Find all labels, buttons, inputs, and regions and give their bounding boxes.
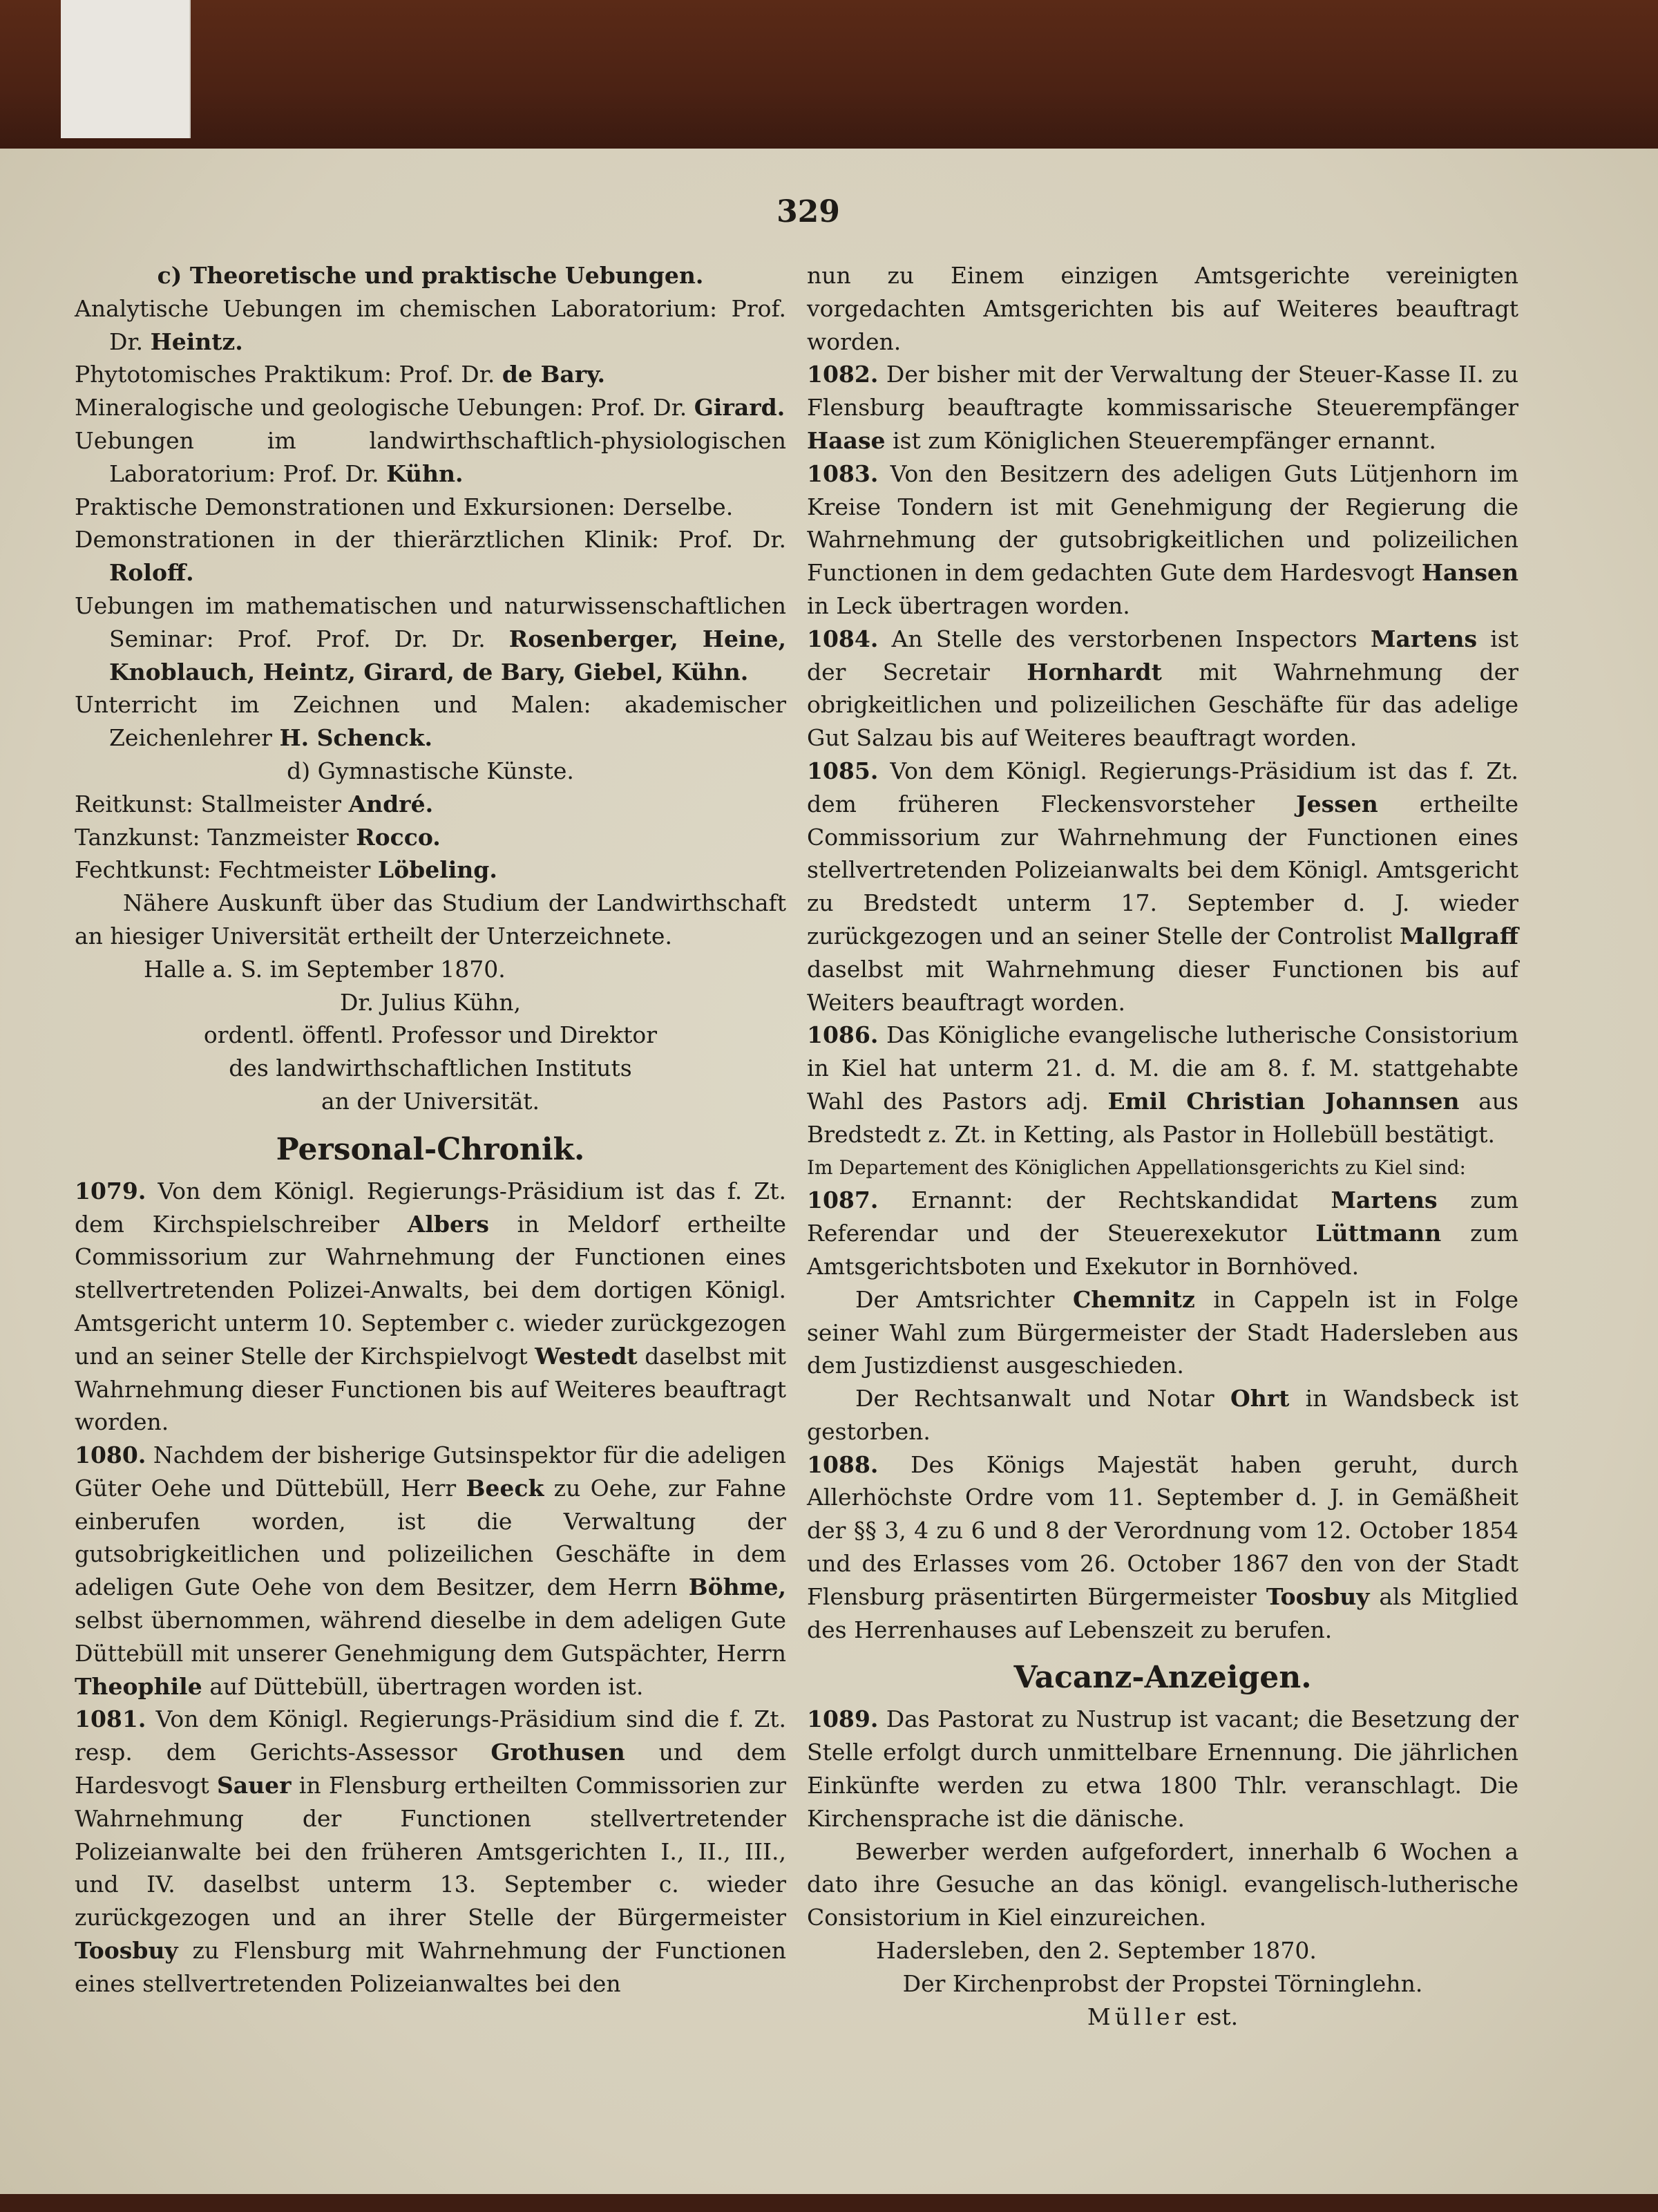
paper-tab-slip xyxy=(61,0,191,138)
entry-1086: 1086. Das Königliche evangelische lutherische Consistorium in Kiel hat unterm 21. d. M. die am 8. f. M. stattgehabte Wahl des Pastors adj. Emil Christian Johannsen aus Bredstedt z. Zt. in Ketting, als Pastor in Hollebüll bestätigt. xyxy=(807,1021,1518,1148)
person-name: Haase xyxy=(807,426,886,454)
signer-title: des landwirthschaftlichen Instituts xyxy=(229,1055,632,1082)
person-name: Heintz. xyxy=(150,328,243,355)
place-date: Hadersleben, den 2. September 1870. xyxy=(876,1937,1317,1965)
signer-title: an der Universität. xyxy=(321,1087,540,1115)
entry-number: 1089. xyxy=(807,1705,879,1733)
person-name: Sauer xyxy=(216,1772,292,1799)
section-d-heading: d) Gymnastische Künste. xyxy=(287,757,574,784)
person-name: Rocco. xyxy=(356,823,441,851)
person-name: Roloff. xyxy=(109,559,194,587)
person-name: Grothusen xyxy=(490,1739,625,1766)
entry-1085: 1085. Von dem Königl. Regierungs-Präsidium ist das f. Zt. dem früheren Fleckensvorsteher Jessen ertheilte Commissorium zur Wahrnehmung der Functionen eines stellvertretenden Polizeianwalts bei dem Königl. Amtsgericht zu Bredstedt unterm 17. September d. J. wieder zurückgezogen und an seiner Stelle der Controlist Mallgraff daselbst mit Wahrnehmung dieser Functionen bis auf Weiters beauftragt worden. xyxy=(807,757,1518,1016)
person-name: Toosbuy xyxy=(75,1937,178,1965)
exercise-item: Uebungen im landwirthschaftlich-physiologischen Laboratorium: Prof. Dr. Kühn. xyxy=(75,426,786,487)
entry-number: 1079. xyxy=(75,1177,146,1204)
entry-1089: 1089. Das Pastorat zu Nustrup ist vacant; die Besetzung der Stelle erfolgt durch unmittelbare Ernennung. Die jährlichen Einkünfte werden zu etwa 1800 Thlr. veranschlagt. Die Kirchensprache ist die dänische. xyxy=(807,1705,1518,1832)
entry-number: 1080. xyxy=(75,1441,146,1469)
person-name: Emil Christian Johannsen xyxy=(1107,1087,1460,1115)
backdrop-top xyxy=(0,0,1658,149)
entry-1081-continued: nun zu Einem einzigen Amtsgerichte vereinigten vorgedachten Amtsgerichten bis auf Weiteres beauftragt worden. xyxy=(807,262,1518,355)
entry-number: 1082. xyxy=(807,361,879,388)
document-page xyxy=(0,149,1658,2194)
entry-number: 1086. xyxy=(807,1021,879,1049)
entry-1088: 1088. Des Königs Majestät haben geruht, durch Allerhöchste Ordre vom 11. September d. J. in Gemäßheit der §§ 3, 4 zu 6 und 8 der Verordnung vom 12. October 1854 und des Erlasses vom 26. October 1867 den von der Stadt Flensburg präsentirten Bürgermeister Toosbuy als Mitglied des Herrenhauses auf Lebenszeit zu berufen. xyxy=(807,1450,1518,1643)
person-name: André. xyxy=(348,790,434,817)
entry-number: 1085. xyxy=(807,757,879,784)
entry-number: 1084. xyxy=(807,625,879,652)
person-name: Chemnitz xyxy=(1073,1285,1195,1313)
signer-name: Müller xyxy=(1087,2003,1190,2030)
entry-number: 1081. xyxy=(75,1705,146,1733)
person-name: Lüttmann xyxy=(1315,1220,1442,1247)
person-name: de Bary. xyxy=(502,361,606,388)
person-name: Westedt xyxy=(535,1342,638,1370)
person-name: Martens xyxy=(1370,625,1478,652)
art-item: Tanzkunst: Tanzmeister Rocco. xyxy=(75,823,441,851)
exercise-item: Phytotomisches Praktikum: Prof. Dr. de Bary. xyxy=(75,361,606,388)
entry-1087: 1087. Ernannt: der Rechtskandidat Martens zum Referendar und der Steuerexekutor Lüttmann zum Amtsgerichtsboten und Exekutor in Bornhöved. xyxy=(807,1187,1518,1280)
person-name: Albers xyxy=(407,1210,489,1238)
personal-chronik-heading: Personal-Chronik. xyxy=(276,1131,585,1167)
exercise-item: Praktische Demonstrationen und Exkursionen: Derselbe. xyxy=(75,493,734,520)
exercise-item: Mineralogische und geologische Uebungen: Prof. Dr. Girard. xyxy=(75,394,785,422)
person-name: H. Schenck. xyxy=(279,724,432,752)
applicants-notice: Bewerber werden aufgefordert, innerhalb 6 Wochen a dato ihre Gesuche an das königl. evangelisch-lutherische Consistorium in Kiel einzureichen. xyxy=(807,1837,1518,1931)
appellation-intro: Im Departement des Königlichen Appellationsgerichts zu Kiel sind: xyxy=(807,1155,1466,1179)
person-name: Mallgraff xyxy=(1400,922,1518,949)
exercise-item: Unterricht im Zeichnen und Malen: akademischer Zeichenlehrer H. Schenck. xyxy=(75,691,786,752)
person-names: Rosenberger, Heine, Knoblauch, Heintz, Girard, de Bary, Giebel, Kühn. xyxy=(109,625,786,686)
person-name: Theophile xyxy=(75,1672,202,1700)
notice-chemnitz: Der Amtsrichter Chemnitz in Cappeln ist in Folge seiner Wahl zum Bürgermeister der Stadt Hadersleben aus dem Justizdienst ausgeschieden. xyxy=(807,1285,1518,1379)
signer-office: Der Kirchenprobst der Propstei Törninglehn. xyxy=(902,1969,1423,1997)
person-name: Ohrt xyxy=(1230,1385,1290,1412)
art-item: Reitkunst: Stallmeister André. xyxy=(75,790,434,817)
backdrop-bottom xyxy=(0,2194,1658,2212)
person-name: Beeck xyxy=(466,1474,544,1502)
art-item: Fechtkunst: Fechtmeister Löbeling. xyxy=(75,856,497,884)
entry-1081: 1081. Von dem Königl. Regierungs-Präsidium sind die f. Zt. resp. dem Gerichts-Assessor Grothusen und dem Hardesvogt Sauer in Flensburg ertheilten Commissorien zur Wahrnehmung der Functionen stellvertretender Polizeianwalte bei den früheren Amtsgerichten I., II., III., und IV. daselbst unterm 13. September c. wieder zurückgezogen und an ihrer Stelle der Bürgermeister Toosbuy zu Flensburg mit Wahrnehmung der Functionen eines stellvertretenden Polizeianwaltes bei den xyxy=(75,1705,786,1997)
place-date: Halle a. S. im September 1870. xyxy=(144,955,506,983)
entry-number: 1083. xyxy=(807,460,879,487)
page-number: 329 xyxy=(776,194,840,229)
entry-1084: 1084. An Stelle des verstorbenen Inspectors Martens ist der Secretair Hornhardt mit Wahrnehmung der obrigkeitlichen und polizeilichen Geschäfte für das adelige Gut Salzau bis auf Weiteres beauftragt worden. xyxy=(807,625,1518,752)
exercise-item: Uebungen im mathematischen und naturwissenschaftlichen Seminar: Prof. Prof. Dr. Dr. Rosenberger, Heine, Knoblauch, Heintz, Girard, de Bary, Giebel, Kühn. xyxy=(75,592,786,686)
entry-1080: 1080. Nachdem der bisherige Gutsinspektor für die adeligen Güter Oehe und Düttebüll, Herr Beeck zu Oehe, zur Fahne einberufen worden, ist die Verwaltung der gutsobrigkeitlichen und polizeilichen Geschäfte in dem adeligen Gute Oehe von dem Besitzer, dem Herrn Böhme, selbst übernommen, während dieselbe in dem adeligen Gute Düttebüll mit unserer Genehmigung dem Gutspächter, Herrn Theophile auf Düttebüll, übertragen worden ist. xyxy=(75,1441,786,1700)
person-name: Böhme, xyxy=(688,1573,786,1601)
notice-ohrt: Der Rechtsanwalt und Notar Ohrt in Wandsbeck ist gestorben. xyxy=(807,1385,1519,1445)
person-name: Jessen xyxy=(1296,790,1378,817)
person-name: Toosbuy xyxy=(1266,1582,1370,1610)
right-column xyxy=(807,259,1518,2033)
person-name: Hansen xyxy=(1421,559,1518,587)
entry-number: 1088. xyxy=(807,1450,879,1478)
person-name: Löbeling. xyxy=(377,856,497,884)
section-c-heading: c) Theoretische und praktische Uebungen. xyxy=(157,262,704,289)
exercise-item: Analytische Uebungen im chemischen Laboratorium: Prof. Dr. Heintz. xyxy=(75,294,786,355)
person-name: Martens xyxy=(1331,1187,1438,1214)
vacanz-heading: Vacanz-Anzeigen. xyxy=(1013,1660,1312,1696)
signer-line: Müller est. xyxy=(1087,2003,1239,2030)
person-name: Girard. xyxy=(694,394,785,422)
closing-note: Nähere Auskunft über das Studium der Landwirthschaft an hiesiger Universität ertheilt der Unterzeichnete. xyxy=(75,889,786,949)
left-column xyxy=(75,259,786,2001)
exercise-item: Demonstrationen in der thierärztlichen Klinik: Prof. Dr. Roloff. xyxy=(75,526,786,587)
entry-1082: 1082. Der bisher mit der Verwaltung der Steuer-Kasse II. zu Flensburg beauftragte kommissarische Steuerempfänger Haase ist zum Königlichen Steuerempfänger ernannt. xyxy=(807,361,1518,454)
person-name: Kühn. xyxy=(386,460,464,487)
signer-name: Dr. Julius Kühn, xyxy=(339,988,522,1016)
signer-title: ordentl. öffentl. Professor und Direktor xyxy=(203,1021,658,1049)
person-name: Hornhardt xyxy=(1027,658,1162,686)
entry-1083: 1083. Von den Besitzern des adeligen Guts Lütjenhorn im Kreise Tondern ist mit Genehmigung der Regierung die Wahrnehmung der gutsobrigkeitlichen und polizeilichen Functionen in dem gedachten Gute dem Hardesvogt Hansen in Leck übertragen worden. xyxy=(807,460,1518,619)
entry-number: 1087. xyxy=(807,1187,879,1214)
entry-1079: 1079. Von dem Königl. Regierungs-Präsidium ist das f. Zt. dem Kirchspielschreiber Albers in Meldorf ertheilte Commissorium zur Wahrnehmung der Functionen eines stellvertretenden Polizei-Anwalts, bei dem dortigen Königl. Amtsgericht unterm 10. September c. wieder zurückgezogen und an seiner Stelle der Kirchspielvogt Westedt daselbst mit Wahrnehmung dieser Functionen bis auf Weiteres beauftragt worden. xyxy=(75,1177,786,1436)
